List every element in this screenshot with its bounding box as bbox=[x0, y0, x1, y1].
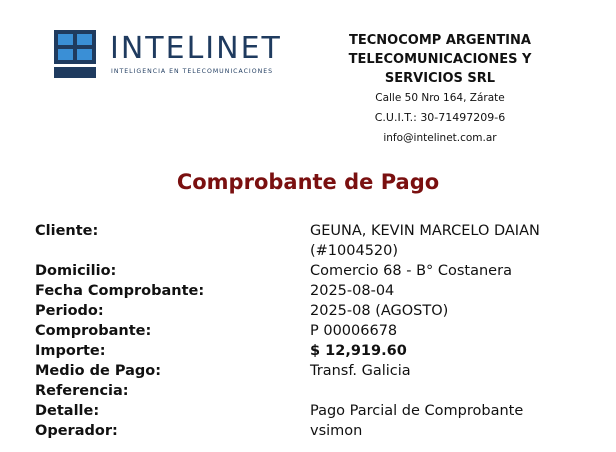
detail-row-referencia bbox=[35, 381, 595, 401]
company-email: info@intelinet.com.ar bbox=[383, 132, 497, 144]
detail-label: Importe: bbox=[35, 343, 106, 359]
detail-value: 2025-08-04 bbox=[310, 283, 395, 299]
detail-value: P 00006678 bbox=[310, 323, 398, 339]
detail-value: 2025-08 (AGOSTO) bbox=[310, 303, 449, 319]
company-address: Calle 50 Nro 164, Zárate bbox=[375, 92, 505, 104]
detail-row-fecha bbox=[35, 281, 595, 301]
logo-mark-icon bbox=[54, 30, 96, 78]
detail-row-periodo bbox=[35, 301, 595, 321]
detail-value: Pago Parcial de Comprobante bbox=[310, 403, 524, 419]
detail-label: Medio de Pago: bbox=[35, 363, 162, 379]
detail-label: Detalle: bbox=[35, 403, 100, 419]
company-cuit: C.U.I.T.: 30-71497209-6 bbox=[374, 111, 506, 124]
detail-value: GEUNA, KEVIN MARCELO DAIAN (#1004520) bbox=[310, 223, 540, 259]
detail-label: Cliente: bbox=[35, 223, 99, 239]
amount-value: $ 12,919.60 bbox=[310, 343, 407, 359]
detail-label: Fecha Comprobante: bbox=[35, 283, 205, 299]
document-title: Comprobante de Pago bbox=[176, 170, 440, 194]
detail-value: Comercio 68 - B° Costanera bbox=[310, 263, 512, 279]
company-info bbox=[330, 31, 550, 148]
intelinet-logo bbox=[54, 30, 284, 80]
logo-tagline: INTELIGENCIA EN TELECOMUNICACIONES bbox=[111, 68, 274, 75]
detail-row-operador bbox=[35, 421, 595, 441]
detail-label: Periodo: bbox=[35, 303, 104, 319]
payment-details bbox=[35, 221, 595, 441]
detail-row-detalle bbox=[35, 401, 595, 421]
detail-label: Domicilio: bbox=[35, 263, 117, 279]
detail-row-cliente bbox=[35, 221, 595, 261]
logo-wordmark: INTELINET bbox=[110, 31, 282, 66]
company-name: TECNOCOMP ARGENTINA TELECOMUNICACIONES Y SERVICIOS SRL bbox=[348, 33, 532, 86]
detail-row-medio-pago bbox=[35, 361, 595, 381]
detail-row-comprobante bbox=[35, 321, 595, 341]
detail-value: vsimon bbox=[310, 423, 363, 439]
detail-label: Referencia: bbox=[35, 383, 129, 399]
detail-row-domicilio bbox=[35, 261, 595, 281]
detail-label: Comprobante: bbox=[35, 323, 152, 339]
detail-row-importe bbox=[35, 341, 595, 361]
detail-value bbox=[310, 381, 595, 401]
detail-label: Operador: bbox=[35, 423, 118, 439]
detail-value: Transf. Galicia bbox=[310, 363, 411, 379]
